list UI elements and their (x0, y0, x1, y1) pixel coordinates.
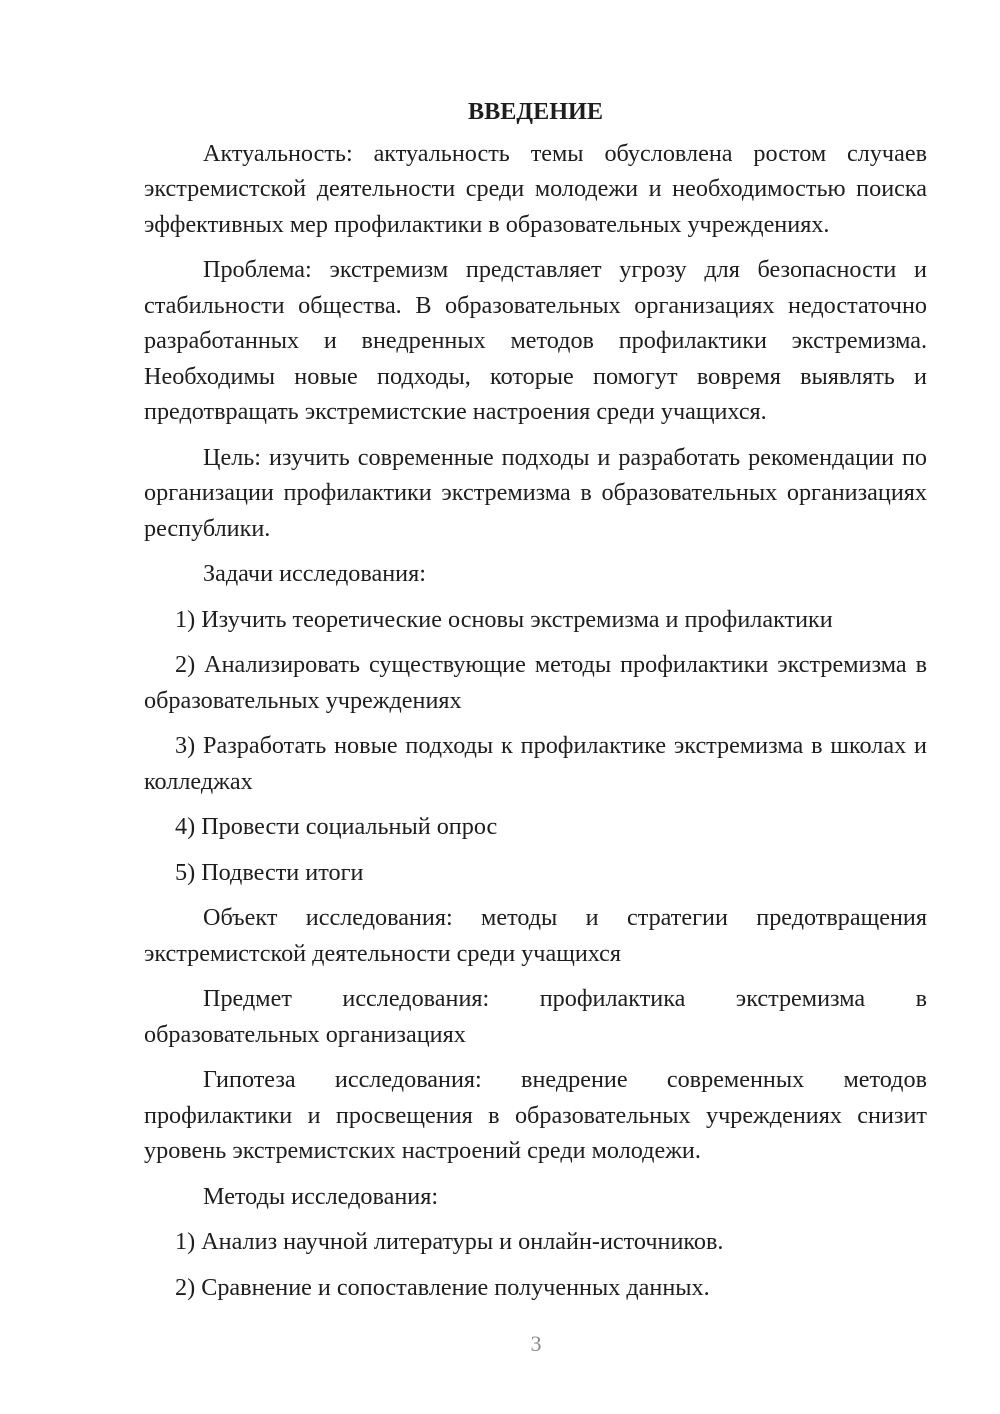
section-title: ВВЕДЕНИЕ (468, 98, 603, 125)
method-item-2: 2) Сравнение и сопоставление полученных данных. (175, 1273, 710, 1301)
task-item-2: 2) Анализировать существующие методы профилактики экстремизма в образовательных учреждениях (144, 651, 927, 714)
page-number: 3 (530, 1331, 542, 1356)
methods-heading: Методы исследования: (203, 1182, 439, 1210)
task-item-4: 4) Провести социальный опрос (175, 813, 498, 840)
hypothesis-paragraph: Гипотеза исследования: внедрение современных методов профилактики и просвещения в образовательных учреждениях снизит уровень экстремистских настроений среди молодежи. (144, 1066, 927, 1164)
goal-paragraph: Цель: изучить современные подходы и разработать рекомендации по организации профилактики экстремизма в образовательных организациях республики. (144, 443, 927, 542)
page-content (144, 94, 927, 1315)
task-item-3: 3) Разработать новые подходы к профилактике экстремизма в школах и колледжах (144, 732, 927, 795)
object-paragraph: Объект исследования: методы и стратегии предотвращения экстремистской деятельности среди учащихся (144, 904, 927, 967)
relevance-paragraph: Актуальность: актуальность темы обусловлена ростом случаев экстремистской деятельности среди молодежи и необходимостью поиска эффективных мер профилактики в образовательных учреждениях. (144, 139, 927, 238)
problem-paragraph: Проблема: экстремизм представляет угрозу для безопасности и стабильности общества. В образовательных организациях недостаточно разработанных и внедренных методов профилактики экстремизма. Необходимы новые подходы, которые помогут вовремя выявлять и предотвращать экстремистские настроения среди учащихся. (144, 256, 927, 425)
task-item-1: 1) Изучить теоретические основы экстремизма и профилактики (175, 605, 833, 633)
subject-paragraph: Предмет исследования: профилактика экстремизма в образовательных организациях (144, 985, 927, 1048)
tasks-heading: Задачи исследования: (203, 560, 426, 587)
method-item-1: 1) Анализ научной литературы и онлайн-источников. (175, 1228, 724, 1255)
task-item-5: 5) Подвести итоги (175, 858, 364, 886)
